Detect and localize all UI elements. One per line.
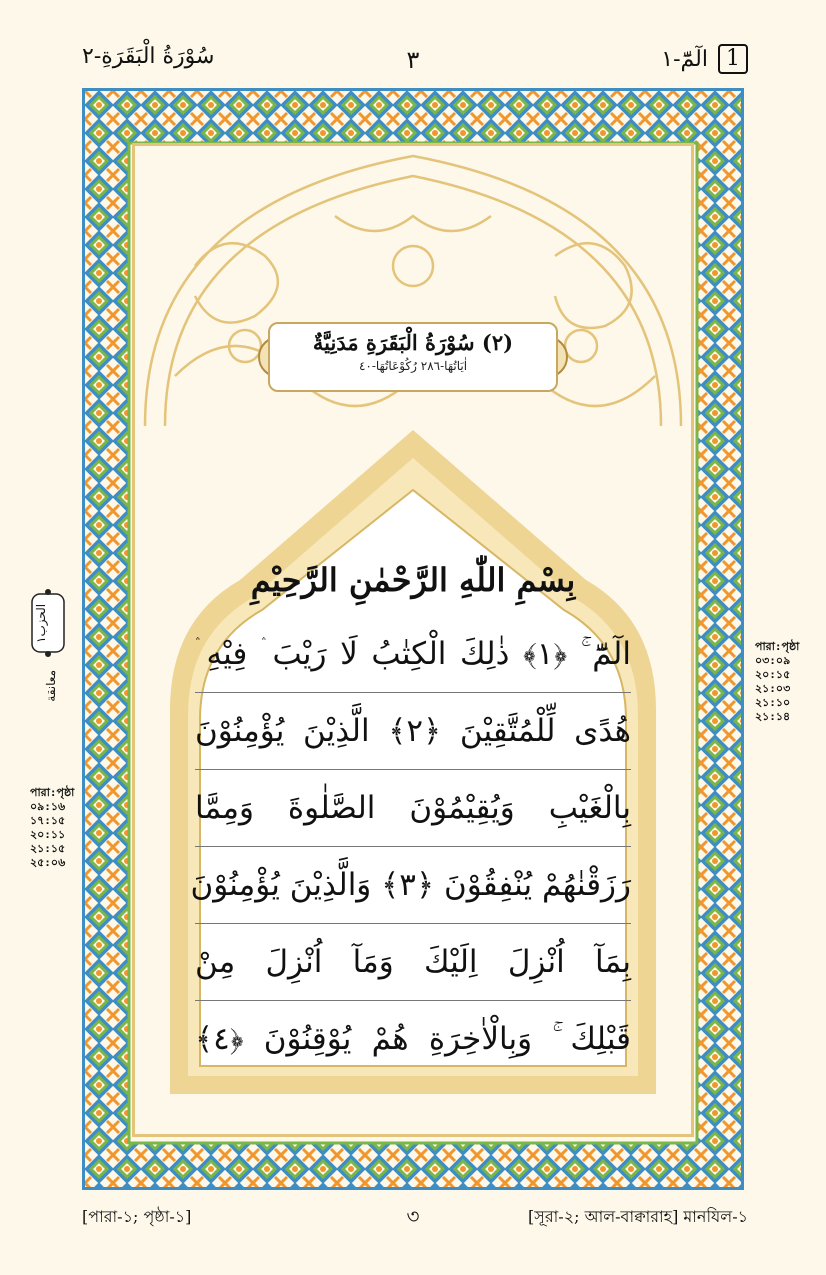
juz-label: الٓمّٓ-١ [661,46,708,72]
footer-page-number: ৩ [406,1204,420,1228]
verse-line: هُدًى لِّلْمُتَّقِيْنَ ﴿٢﴾ الَّذِيْنَ يُؤْمِنُوْنَ [195,693,631,770]
ref-entry: ২১:১৪ [755,710,791,723]
sura-meta: اٰيَاتُهَا-٢٨٦ رُكُوْعَاتُهَا-٤٠ [358,359,468,373]
verse-area [190,550,631,1077]
ref-entry: ২০:১১ [30,828,66,841]
ref-entry: ২১:১০ [755,696,791,709]
sura-title-cartouche [268,322,558,392]
verse-line: الٓمّٓ ۚ ﴿١﴾ ذٰلِكَ الْكِتٰبُ لَا رَيْبَ ۛ فِيْهِ ۛ [195,616,631,693]
verse-line: بِالْغَيْبِ وَيُقِيْمُوْنَ الصَّلٰوةَ وَمِمَّا [195,770,631,847]
ref-entry: ১৭:১৫ [30,814,66,827]
muaniqa-note: معانقة [44,670,58,702]
refs-left [30,786,74,870]
hizb-label: الحزب١ [34,603,48,643]
footer-para-page: [পারা-১; পৃষ্ঠা-১] [82,1207,192,1226]
verse-line: قَبْلِكَ ۚ وَبِالْاٰخِرَةِ هُمْ يُوْقِنُوْنَ ﴿٤﴾ [195,1021,631,1057]
ref-entry: ২০:১৫ [755,668,791,681]
ref-entry: ২১:১৫ [30,842,66,855]
refs-right [755,640,799,724]
refs-left-title: পারা:পৃষ্ঠা [30,786,75,799]
page-number-top: ٣ [406,46,420,74]
verse-line: بِمَآ اُنْزِلَ اِلَيْكَ وَمَآ اُنْزِلَ مِنْ [195,924,631,1001]
footer-sura-manzil: [সূরা-২; আল-বাক্বারাহ] মানযিল-১ [528,1207,748,1226]
ref-entry: ২৫:০৬ [30,856,66,869]
sura-title: (٢) سُوْرَةُ الْبَقَرَةِ مَدَنِيَّةٌ [312,330,514,355]
ref-entry: ০৩:০৯ [755,654,791,667]
juz-number-box: 1 [718,44,748,74]
bismillah: بِسْمِ اللّٰهِ الرَّحْمٰنِ الرَّحِيْمِ [250,561,576,599]
refs-right-title: পারা:পৃষ্ঠা [755,640,800,653]
hizb-marker [28,588,68,658]
sura-name-header: سُوْرَةُ الْبَقَرَةِ-٢ [82,44,215,69]
verse-line: رَزَقْنٰهُمْ يُنْفِقُوْنَ ﴿٣﴾ وَالَّذِيْنَ يُؤْمِنُوْنَ [195,847,631,924]
ref-entry: ০৯:১৬ [30,800,66,813]
ref-entry: ২১:০৩ [755,682,791,695]
